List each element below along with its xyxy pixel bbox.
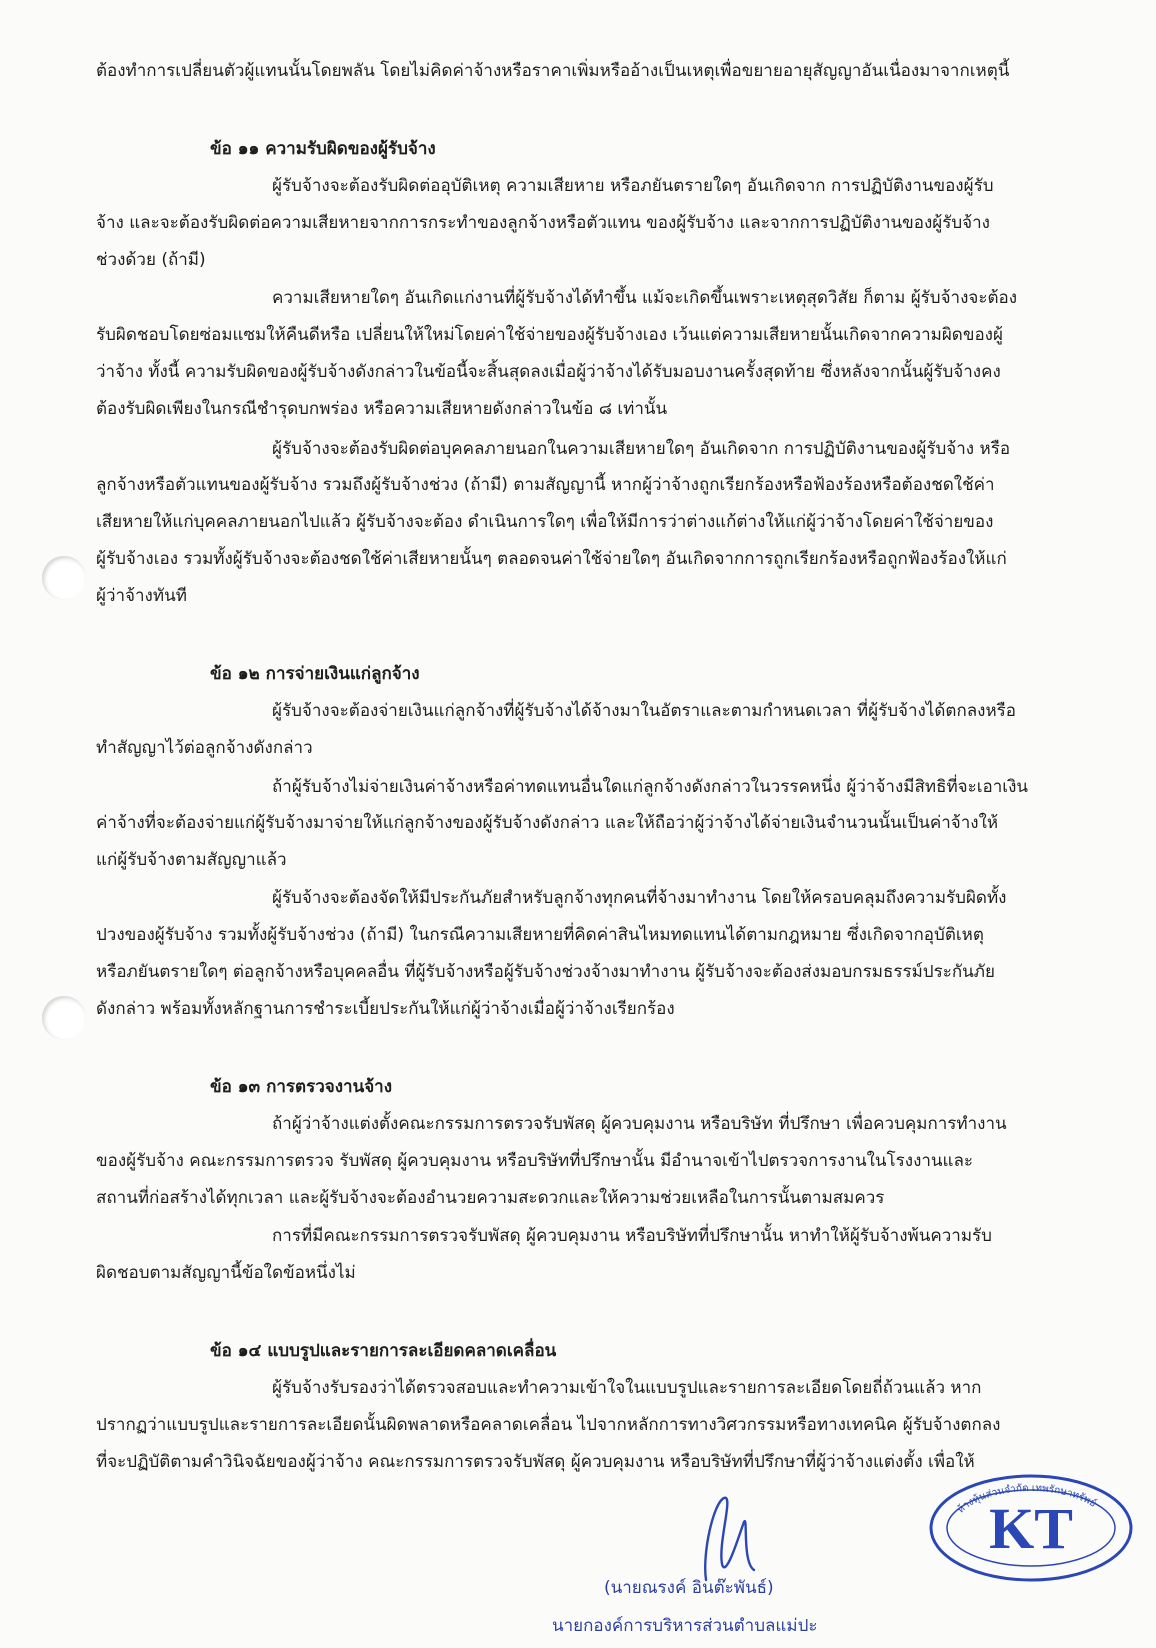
- body-line: จ้าง และจะต้องรับผิดต่อความเสียหายจากการกระทำของลูกจ้างหรือตัวแทน ของผู้รับจ้าง และจากการปฏิบัติงานของผู้รับจ้าง: [96, 213, 990, 233]
- body-line: ต้องรับผิดเพียงในกรณีชำรุดบกพร่อง หรือความเสียหายดังกล่าวในข้อ ๘ เท่านั้น: [96, 399, 668, 419]
- body-line: ผู้รับจ้างเอง รวมทั้งผู้รับจ้างจะต้องชดใช้ค่าเสียหายนั้นๆ ตลอดจนค่าใช้จ่ายใดๆ อันเกิดจากการถูกเรียกร้องหรือถูกฟ้องร้องให้แก่: [96, 549, 1007, 569]
- stamp-letters: KT: [989, 1496, 1073, 1561]
- signatory-title: นายกองค์การบริหารส่วนตำบลแม่ปะ: [552, 1616, 818, 1636]
- body-line: ผู้ว่าจ้างทันที: [96, 586, 187, 606]
- punch-hole: [42, 556, 86, 600]
- section-heading-13: ข้อ ๑๓ การตรวจงานจ้าง: [210, 1077, 393, 1097]
- body-line: ผู้รับจ้างจะต้องจ่ายเงินแก่ลูกจ้างที่ผู้รับจ้างได้จ้างมาในอัตราและตามกำหนดเวลา ที่ผู้รับจ้างได้ตกลงหรือ: [272, 701, 1017, 721]
- body-line: แก่ผู้รับจ้างตามสัญญาแล้ว: [96, 850, 287, 870]
- body-line: เสียหายให้แก่บุคคลภายนอกไปแล้ว ผู้รับจ้างจะต้อง ดำเนินการใดๆ เพื่อให้มีการว่าต่างแก้ต่างให้แก่ผู้ว่าจ้างโดยค่าใช้จ่ายของ: [96, 512, 994, 532]
- body-line: ปรากฏว่าแบบรูปและรายการละเอียดนั้นผิดพลาดหรือคลาดเคลื่อน ไปจากหลักการทางวิศวกรรมหรือทางเทคนิค ผู้รับจ้างตกลง: [96, 1415, 1001, 1435]
- body-line: ที่จะปฏิบัติตามคำวินิจฉัยของผู้ว่าจ้าง คณะกรรมการตรวจรับพัสดุ ผู้ควบคุมงาน หรือบริษัทที่ปรึกษาที่ผู้ว่าจ้างแต่งตั้ง เพื่อให้: [96, 1452, 975, 1472]
- body-line: รับผิดชอบโดยซ่อมแซมให้คืนดีหรือ เปลี่ยนให้ใหม่โดยค่าใช้จ่ายของผู้รับจ้างเอง เว้นแต่ความเสียหายนั้นเกิดจากความผิดของผู้: [96, 325, 1003, 345]
- body-line: ผู้รับจ้างจะต้องรับผิดต่ออุบัติเหตุ ความเสียหาย หรือภยันตรายใดๆ อันเกิดจาก การปฏิบัติงานของผู้รับ: [272, 176, 994, 196]
- stamp-ring-text: ห้างหุ้นส่วนจำกัด เทพรักษาทรัพย์: [955, 1482, 1099, 1516]
- body-line: ดังกล่าว พร้อมทั้งหลักฐานการชำระเบี้ยประกันให้แก่ผู้ว่าจ้างเมื่อผู้ว่าจ้างเรียกร้อง: [96, 999, 675, 1019]
- body-line: ทำสัญญาไว้ต่อลูกจ้างดังกล่าว: [96, 738, 313, 758]
- signature-scribble: [684, 1492, 774, 1582]
- body-line: ผิดชอบตามสัญญานี้ข้อใดข้อหนึ่งไม่: [96, 1263, 356, 1283]
- section-heading-12: ข้อ ๑๒ การจ่ายเงินแก่ลูกจ้าง: [210, 664, 420, 684]
- section-heading-11: ข้อ ๑๑ ความรับผิดของผู้รับจ้าง: [210, 139, 436, 159]
- body-line: ผู้รับจ้างรับรองว่าได้ตรวจสอบและทำความเข้าใจในแบบรูปและรายการละเอียดโดยถี่ถ้วนแล้ว หาก: [272, 1378, 982, 1398]
- body-line: หรือภยันตรายใดๆ ต่อลูกจ้างหรือบุคคลอื่น ที่ผู้รับจ้างหรือผู้รับจ้างช่วงจ้างมาทำงาน ผู้รับจ้างจะต้องส่งมอบกรมธรรม์ประกันภัย: [96, 962, 995, 982]
- body-line: ต้องทำการเปลี่ยนตัวผู้แทนนั้นโดยพลัน โดยไม่คิดค่าจ้างหรือราคาเพิ่มหรืออ้างเป็นเหตุเพื่อขยายอายุสัญญาอันเนื่องมาจากเหตุนี้: [96, 61, 1010, 81]
- body-line: ช่วงด้วย (ถ้ามี): [96, 250, 206, 270]
- signatory-name: (นายณรงค์ อินต๊ะพันธ์): [604, 1578, 774, 1598]
- body-line: ปวงของผู้รับจ้าง รวมทั้งผู้รับจ้างช่วง (ถ้ามี) ในกรณีความเสียหายที่คิดค่าสินไหมทดแทนได้ตามกฎหมาย ซึ่งเกิดจากอุบัติเหตุ: [96, 925, 984, 945]
- body-line: ถ้าผู้ว่าจ้างแต่งตั้งคณะกรรมการตรวจรับพัสดุ ผู้ควบคุมงาน หรือบริษัท ที่ปรึกษา เพื่อควบคุมการทำงาน: [272, 1114, 1007, 1134]
- body-line: ความเสียหายใดๆ อันเกิดแก่งานที่ผู้รับจ้างได้ทำขึ้น แม้จะเกิดขึ้นเพราะเหตุสุดวิสัย ก็ตาม ผู้รับจ้างจะต้อง: [272, 288, 1018, 308]
- body-line: ค่าจ้างที่จะต้องจ่ายแก่ผู้รับจ้างมาจ่ายให้แก่ลูกจ้างของผู้รับจ้างดังกล่าว และให้ถือว่าผู้ว่าจ้างได้จ่ายเงินจำนวนนั้นเป็นค่าจ้างให้: [96, 813, 999, 833]
- body-line: ผู้รับจ้างจะต้องรับผิดต่อบุคคลภายนอกในความเสียหายใดๆ อันเกิดจาก การปฏิบัติงานของผู้รับจ้าง หรือ: [272, 439, 1011, 459]
- body-line: สถานที่ก่อสร้างได้ทุกเวลา และผู้รับจ้างจะต้องอำนวยความสะดวกและให้ความช่วยเหลือในการนั้นตามสมควร: [96, 1188, 885, 1208]
- body-line: ว่าจ้าง ทั้งนี้ ความรับผิดของผู้รับจ้างดังกล่าวในข้อนี้จะสิ้นสุดลงเมื่อผู้ว่าจ้างได้รับมอบงานครั้งสุดท้าย ซึ่งหลังจากนั้นผู้รับจ้างคง: [96, 362, 1001, 382]
- punch-hole: [42, 996, 86, 1040]
- body-line: ถ้าผู้รับจ้างไม่จ่ายเงินค่าจ้างหรือค่าทดแทนอื่นใดแก่ลูกจ้างดังกล่าวในวรรคหนึ่ง ผู้ว่าจ้างมีสิทธิที่จะเอาเงิน: [272, 777, 1029, 797]
- body-line: การที่มีคณะกรรมการตรวจรับพัสดุ ผู้ควบคุมงาน หรือบริษัทที่ปรึกษานั้น หาทำให้ผู้รับจ้างพ้นความรับ: [272, 1226, 992, 1246]
- section-heading-14: ข้อ ๑๔ แบบรูปและรายการละเอียดคลาดเคลื่อน: [210, 1341, 557, 1361]
- company-stamp: [926, 1468, 1136, 1588]
- body-line: ลูกจ้างหรือตัวแทนของผู้รับจ้าง รวมถึงผู้รับจ้างช่วง (ถ้ามี) ตามสัญญานี้ หากผู้ว่าจ้างถูกเรียกร้องหรือฟ้องร้องหรือต้องชดใช้ค่า: [96, 475, 995, 495]
- body-line: ผู้รับจ้างจะต้องจัดให้มีประกันภัยสำหรับลูกจ้างทุกคนที่จ้างมาทำงาน โดยให้ครอบคลุมถึงความรับผิดทั้ง: [272, 888, 1007, 908]
- body-line: ของผู้รับจ้าง คณะกรรมการตรวจ รับพัสดุ ผู้ควบคุมงาน หรือบริษัทที่ปรึกษานั้น มีอำนาจเข้าไปตรวจการงานในโรงงานและ: [96, 1151, 974, 1171]
